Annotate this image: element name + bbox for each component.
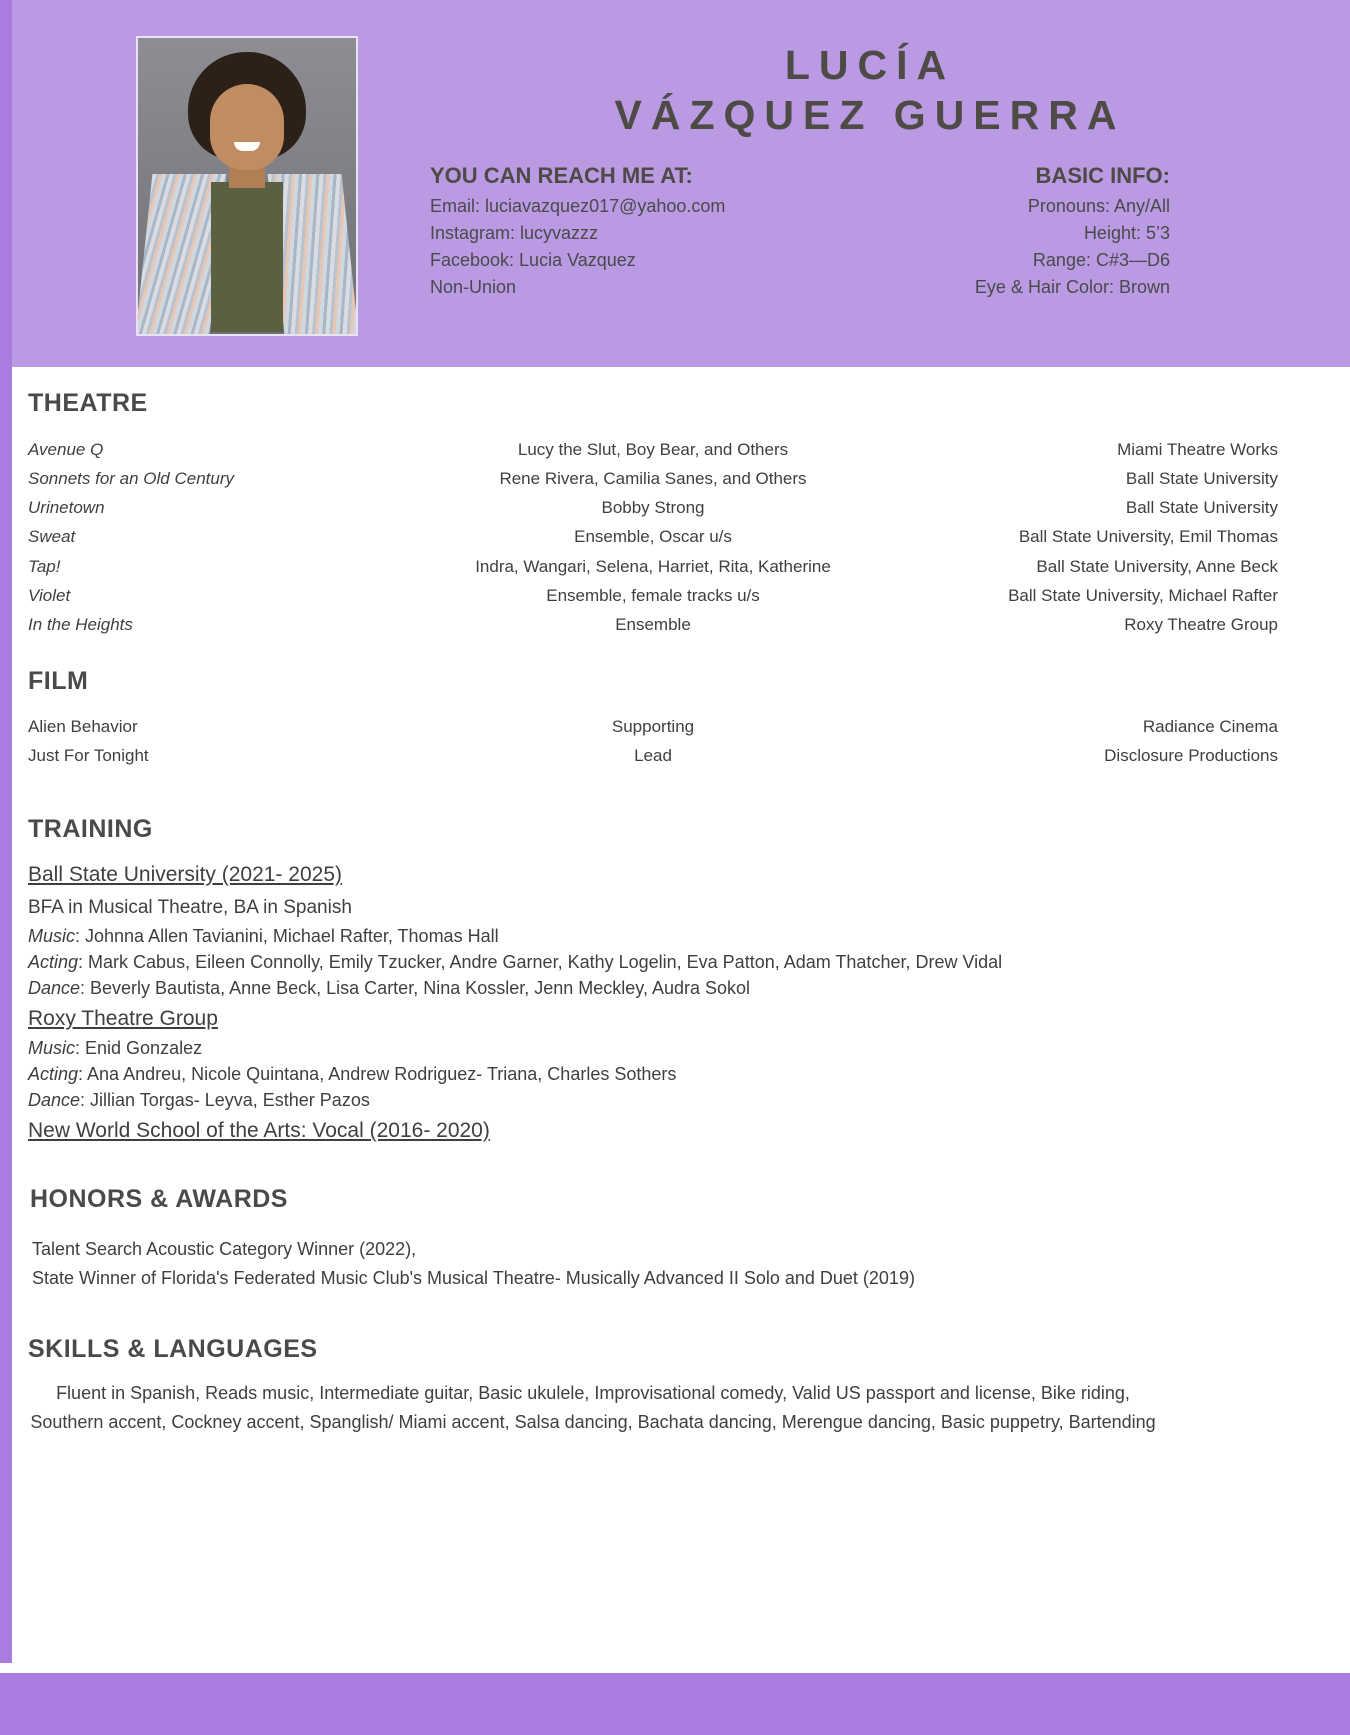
training-acting-1-value: : Mark Cabus, Eileen Connolly, Emily Tzucker, Andre Garner, Kathy Logelin, Eva Patton, Adam Thatcher, Drew Vidal xyxy=(78,951,1003,972)
training-dance-1 xyxy=(28,975,1228,1001)
credit-company: Miami Theatre Works xyxy=(1117,440,1278,459)
table-row xyxy=(28,741,1278,770)
credit-company: Ball State University, Emil Thomas xyxy=(1018,527,1278,547)
basic-height: Height: 5’3 xyxy=(1083,223,1170,243)
headshot-photo xyxy=(136,36,358,336)
credit-show: Alien Behavior xyxy=(28,717,138,736)
name-line-2: VÁZQUEZ GUERRA xyxy=(614,92,1126,139)
credit-show: Violet xyxy=(28,585,71,605)
header-band xyxy=(0,0,1350,367)
training-music-1-label: Music xyxy=(28,925,76,946)
credit-company: Ball State University, Anne Beck xyxy=(1036,556,1278,576)
table-row xyxy=(28,493,1278,522)
training-dance-2-label: Dance xyxy=(28,1089,81,1110)
photo-face xyxy=(210,84,284,170)
name-line-1: LUCÍA xyxy=(784,42,956,88)
honor-item: Talent Search Acoustic Category Winner (2022), xyxy=(32,1239,417,1259)
section-title-film: FILM xyxy=(28,667,89,695)
section-title-honors: HONORS & AWARDS xyxy=(30,1185,288,1213)
table-row xyxy=(28,610,1278,639)
credit-role: Lead xyxy=(634,746,672,766)
contact-email: Email: luciavazquez017@yahoo.com xyxy=(430,196,726,216)
credit-company: Ball State University xyxy=(1125,498,1278,518)
page-title xyxy=(430,40,1310,140)
credit-company: Roxy Theatre Group xyxy=(1124,614,1278,634)
table-row xyxy=(28,552,1278,581)
film-credits xyxy=(0,712,1278,770)
training-dance-2-value: : Jillian Torgas- Leyva, Esther Pazos xyxy=(80,1089,370,1110)
training-dance-1-value: : Beverly Bautista, Anne Beck, Lisa Carter, Nina Kossler, Jenn Meckley, Audra Sokol xyxy=(80,978,751,999)
section-title-skills: SKILLS & LANGUAGES xyxy=(28,1335,318,1363)
credit-role: Rene Rivera, Camilia Sanes, and Others xyxy=(499,469,807,489)
credit-show: Sonnets for an Old Century xyxy=(28,469,235,489)
credit-company: Radiance Cinema xyxy=(1142,717,1278,736)
section-title-theatre: THEATRE xyxy=(28,389,148,417)
training-school-1: Ball State University (2021- 2025) xyxy=(28,863,342,886)
training-body xyxy=(28,857,1228,1146)
training-music-1-value: : Johnna Allen Tavianini, Michael Rafter, Thomas Hall xyxy=(75,925,499,946)
contact-title: YOU CAN REACH ME AT: xyxy=(430,163,693,188)
training-acting-2-value: : Ana Andreu, Nicole Quintana, Andrew Rodriguez- Triana, Charles Sothers xyxy=(78,1063,677,1084)
credit-show: Just For Tonight xyxy=(28,746,149,766)
section-title-training: TRAINING xyxy=(28,815,153,843)
basic-eye-hair-color: Eye & Hair Color: Brown xyxy=(974,277,1170,297)
skills-line-2: Southern accent, Cockney accent, Spanglish/ Miami accent, Salsa dancing, Bachata dancing, Merengue dancing, Basic puppetry, Bartending xyxy=(30,1412,1156,1433)
credit-role: Ensemble, Oscar u/s xyxy=(574,527,732,547)
basic-pronouns: Pronouns: Any/All xyxy=(1027,196,1170,216)
credit-role: Bobby Strong xyxy=(601,498,705,518)
credit-role: Supporting xyxy=(611,717,695,736)
footer-gap xyxy=(0,1663,1350,1673)
basic-info-title: BASIC INFO: xyxy=(1035,163,1170,188)
photo-top xyxy=(211,182,283,332)
credit-role: Indra, Wangari, Selena, Harriet, Rita, Katherine xyxy=(475,556,831,576)
training-acting-2 xyxy=(28,1061,1228,1087)
table-row xyxy=(28,712,1278,741)
training-school-3: New World School of the Arts: Vocal (2016- 2020) xyxy=(28,1118,490,1142)
contact-facebook: Facebook: Lucia Vazquez xyxy=(430,250,636,270)
credit-show: Avenue Q xyxy=(28,440,104,459)
table-row xyxy=(28,522,1278,551)
training-dance-2 xyxy=(28,1087,1228,1113)
skills-line-1: Fluent in Spanish, Reads music, Intermediate guitar, Basic ukulele, Improvisational comedy, Valid US passport and license, Bike riding, xyxy=(56,1383,1130,1403)
credit-role: Lucy the Slut, Boy Bear, and Others xyxy=(517,440,789,459)
credit-show: Urinetown xyxy=(28,498,105,518)
training-school-2: Roxy Theatre Group xyxy=(28,1007,218,1031)
credit-show: Tap! xyxy=(28,556,61,576)
credit-role: Ensemble, female tracks u/s xyxy=(546,585,760,605)
contact-instagram: Instagram: lucyvazzz xyxy=(430,223,599,243)
honors-body xyxy=(32,1235,1232,1293)
credit-show: In the Heights xyxy=(28,614,133,634)
training-acting-2-label: Acting xyxy=(28,1063,79,1084)
theatre-credits xyxy=(0,435,1278,639)
training-degree-1: BFA in Musical Theatre, BA in Spanish xyxy=(28,896,352,918)
credit-company: Disclosure Productions xyxy=(1104,746,1278,766)
skills-body xyxy=(28,1379,1158,1437)
credit-company: Ball State University xyxy=(1125,469,1278,489)
contact-union-status: Non-Union xyxy=(430,277,517,297)
training-music-1 xyxy=(28,923,1228,949)
table-row xyxy=(28,464,1278,493)
training-acting-1 xyxy=(28,949,1228,975)
table-row xyxy=(28,581,1278,610)
honor-item: State Winner of Florida's Federated Music Club's Musical Theatre- Musically Advanced II Solo and Duet (2019) xyxy=(32,1267,915,1288)
basic-info-block xyxy=(830,163,1170,301)
basic-vocal-range: Range: C#3—D6 xyxy=(1032,250,1170,270)
left-accent-stripe xyxy=(0,0,12,1735)
training-music-2 xyxy=(28,1035,1228,1061)
training-dance-1-label: Dance xyxy=(28,978,81,999)
footer-band xyxy=(0,1673,1350,1735)
credit-show: Sweat xyxy=(28,527,76,547)
contact-block xyxy=(430,163,810,301)
table-row xyxy=(28,435,1278,464)
training-music-2-label: Music xyxy=(28,1037,76,1058)
training-acting-1-label: Acting xyxy=(28,951,79,972)
credit-company: Ball State University, Michael Rafter xyxy=(1008,585,1278,605)
training-music-2-value: : Enid Gonzalez xyxy=(75,1037,203,1058)
credit-role: Ensemble xyxy=(615,614,691,634)
